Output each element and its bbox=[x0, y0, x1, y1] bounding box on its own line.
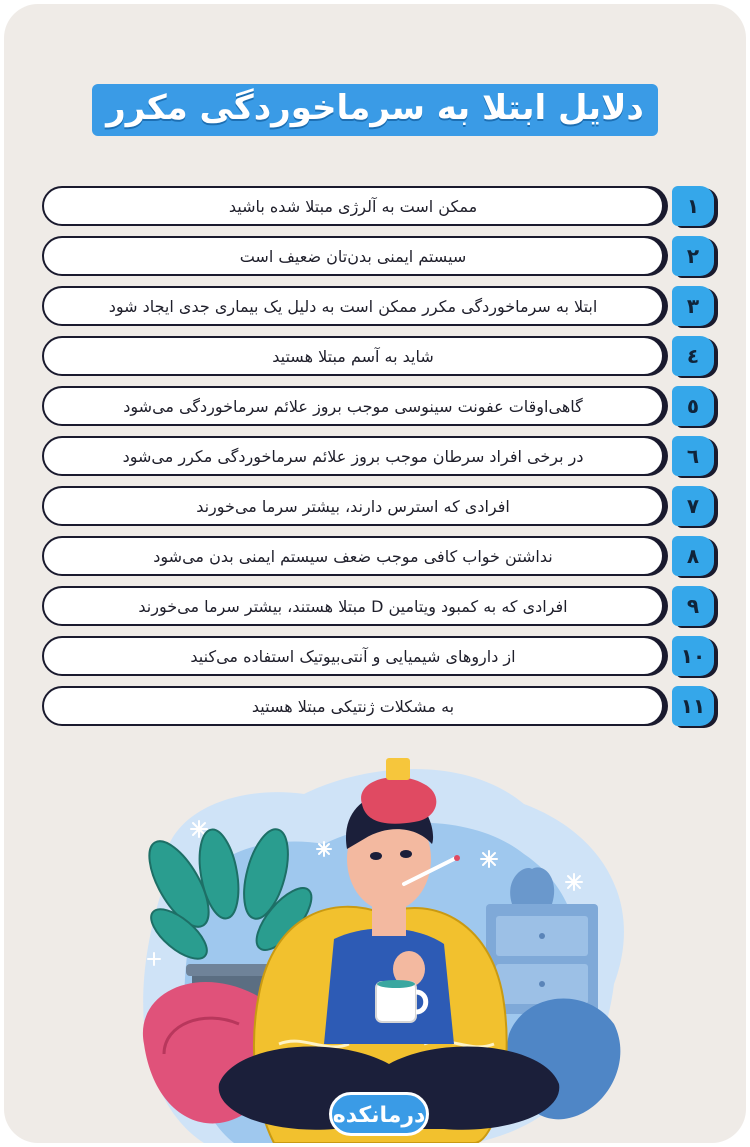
reason-text: ابتلا به سرماخوردگی مکرر ممکن است به دلیل یک بیماری جدی ایجاد شود bbox=[42, 286, 664, 326]
list-item bbox=[42, 636, 718, 680]
list-item bbox=[42, 436, 718, 480]
reason-number: ۱ bbox=[672, 186, 714, 226]
reason-text: شاید به آسم مبتلا هستید bbox=[42, 336, 664, 376]
reason-text: در برخی افراد سرطان موجب بروز علائم سرماخوردگی مکرر می‌شود bbox=[42, 436, 664, 476]
list-item bbox=[42, 386, 718, 430]
list-item bbox=[42, 336, 718, 380]
list-item bbox=[42, 586, 718, 630]
reason-number: ٥ bbox=[672, 386, 714, 426]
reason-number: ۲ bbox=[672, 236, 714, 276]
reason-number: ۷ bbox=[672, 486, 714, 526]
reason-text: سیستم ایمنی بدن‌تان ضعیف است bbox=[42, 236, 664, 276]
reason-number: ۸ bbox=[672, 536, 714, 576]
reason-text: ممکن است به آلرژی مبتلا شده باشید bbox=[42, 186, 664, 226]
list-item bbox=[42, 536, 718, 580]
reason-number: ۳ bbox=[672, 286, 714, 326]
reasons-list bbox=[42, 186, 718, 736]
reason-text: به مشکلات ژنتیکی مبتلا هستید bbox=[42, 686, 664, 726]
reason-number: ٤ bbox=[672, 336, 714, 376]
page-title: دلایل ابتلا به سرماخوردگی مکرر bbox=[92, 84, 658, 136]
reason-text: افرادی که استرس دارند، بیشتر سرما می‌خورند bbox=[42, 486, 664, 526]
sick-person-illustration bbox=[4, 744, 746, 1143]
brand-logo: درمانکده bbox=[329, 1092, 429, 1136]
list-item bbox=[42, 286, 718, 330]
reason-number: ۱۰ bbox=[672, 636, 714, 676]
reason-text: افرادی که به کمبود ویتامین D مبتلا هستند، بیشتر سرما می‌خورند bbox=[42, 586, 664, 626]
list-item bbox=[42, 686, 718, 730]
reason-number: ۹ bbox=[672, 586, 714, 626]
reason-number: ٦ bbox=[672, 436, 714, 476]
reason-text: از داروهای شیمیایی و آنتی‌بیوتیک استفاده می‌کنید bbox=[42, 636, 664, 676]
list-item bbox=[42, 486, 718, 530]
title-banner bbox=[4, 84, 746, 136]
infographic-card bbox=[4, 4, 746, 1143]
list-item bbox=[42, 186, 718, 230]
reason-text: نداشتن خواب کافی موجب ضعف سیستم ایمنی بدن می‌شود bbox=[42, 536, 664, 576]
reason-number: ۱۱ bbox=[672, 686, 714, 726]
reason-text: گاهی‌اوقات عفونت سینوسی موجب بروز علائم سرماخوردگی می‌شود bbox=[42, 386, 664, 426]
list-item bbox=[42, 236, 718, 280]
